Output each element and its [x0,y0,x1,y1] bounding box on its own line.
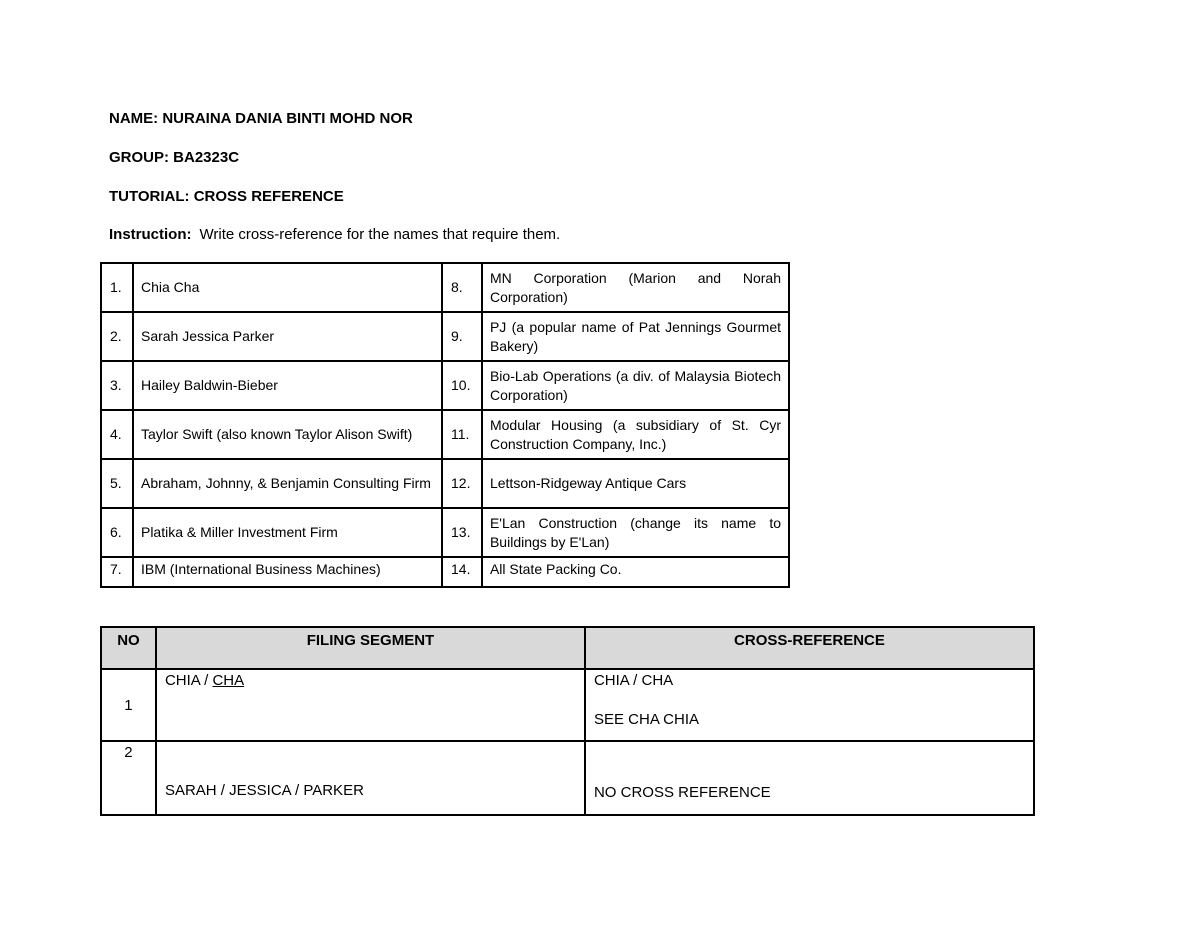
name-cell: MN Corporation (Marion and Norah Corporation) [482,263,789,312]
filing-segment-key-unit: CHA [212,672,245,689]
name-number: 10. [442,361,482,410]
table-row [101,361,789,410]
name-number: 6. [101,508,133,557]
table-row [101,312,789,361]
name-cell: Bio-Lab Operations (a div. of Malaysia Biotech Corporation) [482,361,789,410]
name-number: 9. [442,312,482,361]
name-cell: Hailey Baldwin-Bieber [133,361,442,410]
name-cell: Chia Cha [133,263,442,312]
name-number: 4. [101,410,133,459]
student-group: GROUP: BA2323C [109,149,240,166]
name-cell: All State Packing Co. [482,557,789,587]
name-number: 12. [442,459,482,508]
instruction-label: Instruction: [109,226,192,243]
name-number: 14. [442,557,482,587]
name-cell: IBM (International Business Machines) [133,557,442,587]
name-cell: Abraham, Johnny, & Benjamin Consulting Firm [133,459,442,508]
name-number: 2. [101,312,133,361]
name-cell: PJ (a popular name of Pat Jennings Gourmet Bakery) [482,312,789,361]
table-row [101,263,789,312]
filing-segment-cell [156,669,585,741]
instruction-text: Write cross-reference for the names that require them. [199,226,561,243]
name-cell: Sarah Jessica Parker [133,312,442,361]
tutorial-title: TUTORIAL: CROSS REFERENCE [109,188,344,205]
name-cell: Modular Housing (a subsidiary of St. Cyr Construction Company, Inc.) [482,410,789,459]
header-no: NO [101,627,156,669]
cross-reference-cell [585,669,1034,741]
name-cell: E'Lan Construction (change its name to Buildings by E'Lan) [482,508,789,557]
header-cross-reference: CROSS-REFERENCE [585,627,1034,669]
cross-reference-cell: NO CROSS REFERENCE [585,741,1034,815]
table-row [101,557,789,587]
row-number: 2 [101,741,156,815]
name-cell: Taylor Swift (also known Taylor Alison Swift) [133,410,442,459]
name-number: 13. [442,508,482,557]
name-number: 3. [101,361,133,410]
table-row [101,410,789,459]
table-row [101,508,789,557]
header-filing-segment: FILING SEGMENT [156,627,585,669]
name-cell: Platika & Miller Investment Firm [133,508,442,557]
name-number: 8. [442,263,482,312]
row-number: 1 [101,669,156,741]
filing-segment-part: CHIA / [164,672,213,689]
name-number: 5. [101,459,133,508]
cross-reference-see: SEE CHA CHIA [593,711,699,728]
student-name: NAME: NURAINA DANIA BINTI MOHD NOR [109,110,413,127]
filing-segment-cell: SARAH / JESSICA / PARKER [156,741,585,815]
name-cell: Lettson-Ridgeway Antique Cars [482,459,789,508]
table-row [101,741,1034,815]
instruction [109,226,560,243]
names-table [100,262,790,588]
table-row [101,459,789,508]
name-number: 7. [101,557,133,587]
name-number: 11. [442,410,482,459]
cross-reference-line: CHIA / CHA [593,672,674,689]
table-row [101,669,1034,741]
name-number: 1. [101,263,133,312]
cross-reference-table [100,626,1035,816]
table-header-row [101,627,1034,669]
